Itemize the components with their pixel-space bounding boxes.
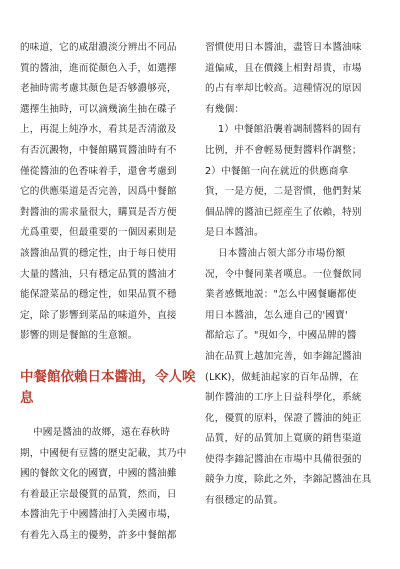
section-heading: 中餐館依賴日本醬油，令人唉 息: [20, 368, 196, 406]
right-paragraph-3: 日本醬油占領大部分市場份額 况，令中餐同業者嘆息。一位餐飲同 業者感慨地説："怎么中國餐廳都使 用日本醬油，怎么連自己的'國寶' 都給忘了。"現如今，中國品牌的醬 油在品質上越加完善，如李錦記醬油 (LKK)，做蚝油起家的百年品牌，在 制作醬油的工序上日益科學化，系統 化，優質的原料，保證了醬油的純正 品質，好的品質加上寬廣的銷售渠道 使得李錦記醬油在市場中具備很强的 競争力度，除此之外，李錦記醬油在具 有很穩定的品質。: [205, 247, 372, 507]
right-column: [205, 38, 385, 512]
left-column: [20, 38, 200, 546]
right-paragraph-1: 習慣使用日本醬油，盡管日本醬油味 道偏咸，且在價錢上相對昂貴，市場 的占有率却比較高。這種情况的原因 有幾個：: [205, 42, 362, 115]
left-paragraph-2: 中國是醬油的故鄉，遠在春秋時 期，中國便有豆醬的歷史記載，其乃中 國的餐飲文化的國寶，中國的醬油雖 有着最正宗最優質的品質，然而，日 本醬油先于中國醬油打入美國市場， 有着先入爲主的優勢，許多中餐館都: [20, 426, 187, 541]
left-paragraph-1: 的味道，它的咸甜濃淡分辨出不同品 質的醬油，進而從顏色入手，如選擇 老抽時需考慮其顏色是否够濃够亮， 選擇生抽時，可以滴幾滴生抽在碟子 上，再混上純净水，看其是否清澈及 有否沉澱物，中餐館購買醬油時有不 僅從醬油的色香味着手，還會考慮到 它的供應渠道是否完善，因爲中餐館 對醬油的需求量很大，購買是否方便 尤爲重要，但最重要的一個因素則是 該醬油品質的穩定性，由于每日使用 大量的醬油，只有穩定品質的醬油才 能保證菜品的穩定性，如果品質不穩 定，除了影響到菜品的味道外，直接 影響的則是餐館的生意額。: [20, 42, 177, 342]
right-paragraph-2: 1）中餐館沿襲着調制醬料的固有 比例，并不會輕易便對醬料作調整； 2）中餐館一向在就近的供應商拿 貨，一是方便，二是習慣，他們對某 個品牌的醬油已經産生了依賴，特别 是日本醬油。: [205, 124, 362, 239]
